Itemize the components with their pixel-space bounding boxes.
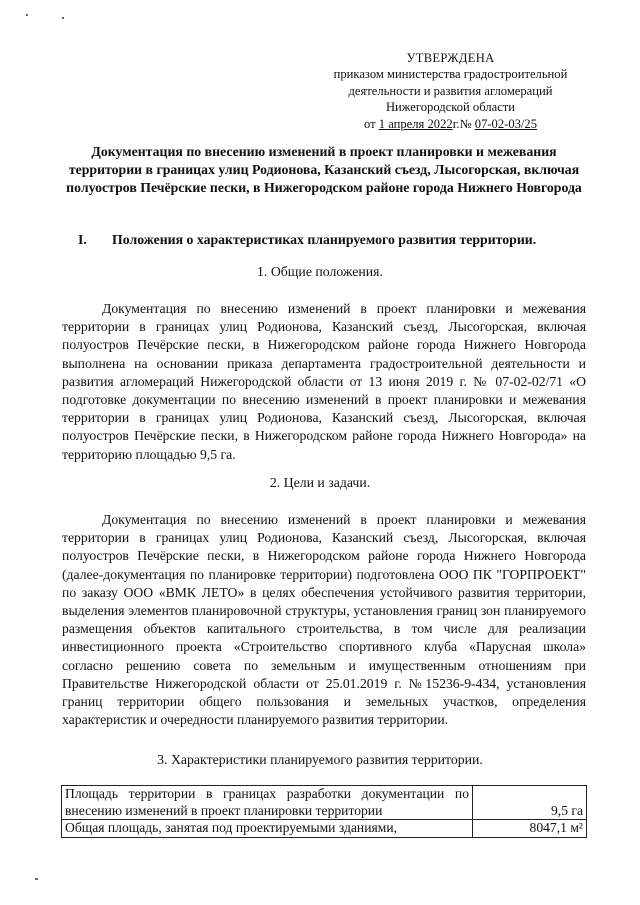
approval-date: 1 апреля 2022 bbox=[378, 116, 453, 131]
table-cell-value: 9,5 га bbox=[473, 786, 587, 820]
document-title: Документация по внесению изменений в проект планировки и межевания территории в границах улиц Родионова, Казанский съезд, Лысогорская, включая полуостров Печёрские пески, в Нижегородском районе города Нижнего Новгорода bbox=[66, 144, 582, 196]
characteristics-table bbox=[61, 785, 587, 838]
approval-block bbox=[323, 50, 578, 132]
table-cell-label: Общая площадь, занятая под проектируемыми зданиями, bbox=[62, 820, 473, 838]
approval-date-line bbox=[323, 116, 578, 132]
paragraph-text: Документация по внесению изменений в проект планировки и межевания территории в границах улиц Родионова, Казанский съезд, Лысогорская, включая полуостров Печёрские пески, в Нижегородском районе города Нижнего Новгорода выполнена на основании приказа департамента градостроительной деятельности и развития агломераций Нижегородской области от 13 июня 2019 г. № 07-02-02/71 «О подготовке документации по внесению изменений в проект планировки и межевания территории в границах улиц Родионова, Казанский съезд, Лысогорская, включая полуостров Печёрские пески, в Нижегородском районе города Нижнего Новгорода» на территорию площадью 9,5 га. bbox=[62, 301, 586, 462]
number-prefix: г.№ bbox=[452, 116, 472, 131]
scan-mark bbox=[26, 14, 28, 16]
section-number: I. bbox=[78, 232, 87, 247]
approval-line: деятельности и развития агломераций bbox=[348, 83, 553, 98]
section-title: Положения о характеристиках планируемого развития территории. bbox=[112, 232, 537, 247]
table-cell-label: Площадь территории в границах разработки документации по внесению изменений в проект планировки территории bbox=[62, 786, 473, 820]
subsection-heading: 3. Характеристики планируемого развития территории. bbox=[157, 752, 483, 767]
scan-mark bbox=[62, 17, 64, 19]
paragraph bbox=[62, 300, 586, 464]
table-row bbox=[62, 786, 587, 820]
section-heading bbox=[78, 232, 590, 248]
table-cell-value: 8047,1 м² bbox=[473, 820, 587, 838]
approval-line: Нижегородской области bbox=[385, 100, 516, 115]
subsection-heading: 1. Общие положения. bbox=[257, 264, 383, 279]
scan-mark bbox=[35, 878, 38, 880]
paragraph-text: Документация по внесению изменений в проект планировки и межевания территории в границах улиц Родионова, Казанский съезд, Лысогорская, включая полуостров Печёрские пески, в Нижегородском районе города Нижнего Новгорода (далее-документация по планировке территории) подготовлена ООО ПК "ГОРПРОЕКТ" по заказу ООО «ВМК ЛЕТО» в целях обеспечения устойчивого развития территории, выделения элементов планировочной структуры, установления границ зон планируемого размещения объектов капитального строительства, в том числе для реализации инвестиционного проекта «Строительство спортивного клуба «Парусная школа» согласно решению совета по земельным и имущественным отношениям при Правительстве Нижегородской области от 25.01.2019 г. №15236-9-434, установления границ территории общего пользования и земельных участков, определения характеристик и очередности планируемого развития территории. bbox=[62, 512, 586, 728]
approval-line: приказом министерства градостроительной bbox=[333, 67, 568, 82]
subsection-heading: 2. Цели и задачи. bbox=[269, 475, 371, 490]
order-number: 07-02-03/25 bbox=[474, 116, 538, 131]
date-prefix: от bbox=[363, 116, 376, 131]
paragraph bbox=[62, 511, 586, 729]
approval-heading: УТВЕРЖДЕНА bbox=[406, 51, 495, 65]
table-row bbox=[62, 820, 587, 838]
